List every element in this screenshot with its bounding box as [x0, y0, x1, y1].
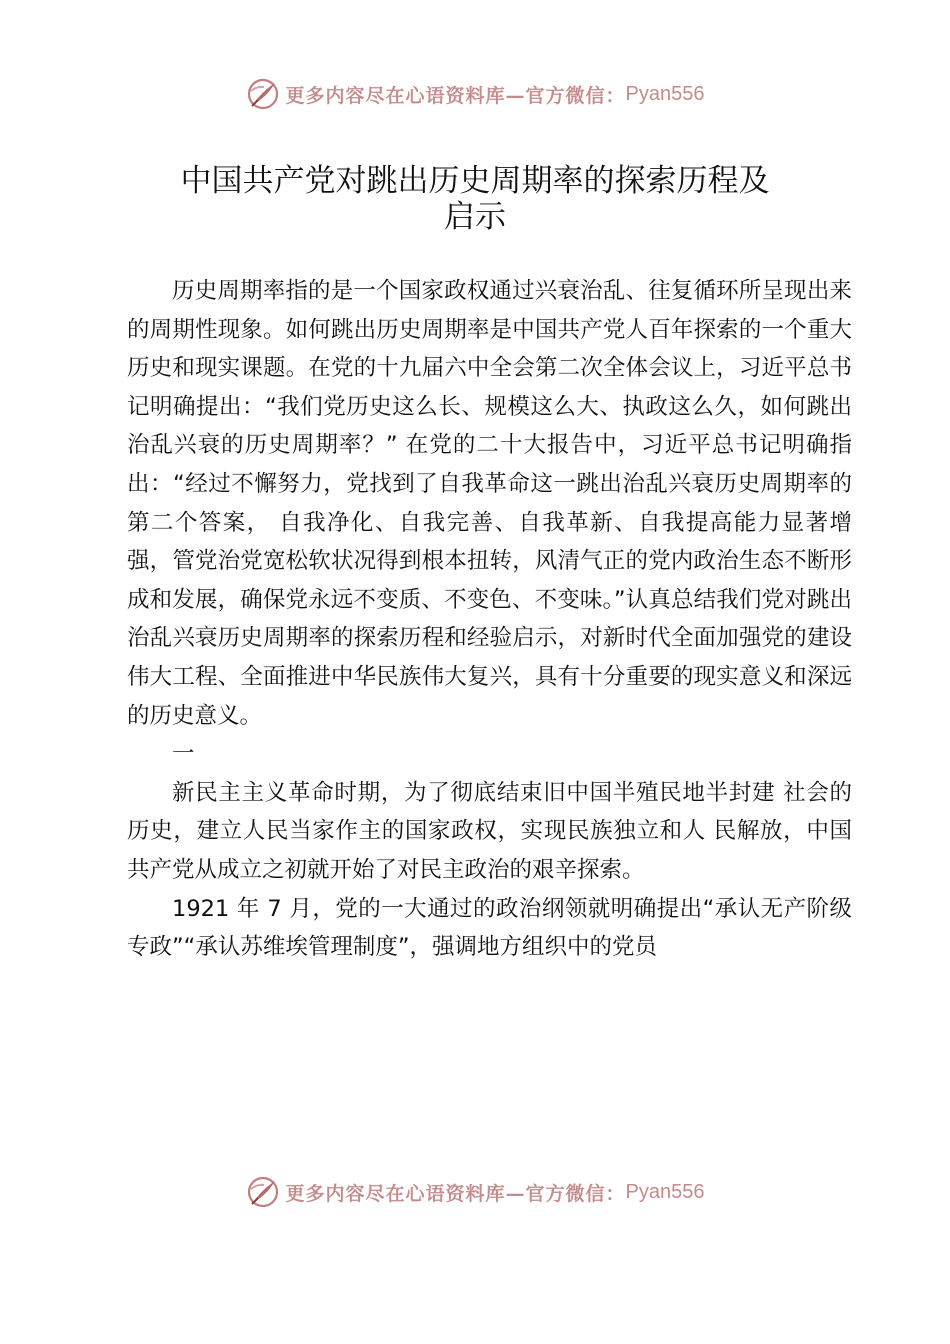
paragraph-intro: 历史周期率指的是一个国家政权通过兴衰治乱、往复循环所呈现出来的周期性现象。如何跳出历史周期率是中国共产党人百年探索的一个重大历史和现实课题。在党的十九届六中全会第二次全体会议上，习近平总书记明确提出：“我们党历史这么长、规模这么大、执政这么久，如何跳出治乱兴衰的历史周期率？” 在党的二十大报告中，习近平总书记明确指出：“经过不懈努力，党找到了自我革命这一跳出治乱兴衰历史周期率的第二个答案， 自我净化、自我完善、自我革新、自我提高能力显著增强，管党治党宽松软状况得到根本扭转，风清气正的党内政治生态不断形成和发展，确保党永远不变质、不变色、不变味。”认真总结我们党对跳出治乱兴衰历史周期率的探索历程和经验启示，对新时代全面加强党的建设伟大工程、全面推进中华民族伟大复兴，具有十分重要的现实意义和深远的历史意义。 [127, 278, 852, 729]
paragraph-new-democratic: 新民主主义革命时期，为了彻底结束旧中国半殖民地半封建 社会的历史，建立人民当家作主的国家政权，实现民族独立和人 民解放，中国共产党从成立之初就开始了对民主政治的艰辛探索。 [127, 779, 852, 883]
footer-banner-text: 更多内容尽在心语资料库—官方微信： [285, 1182, 626, 1205]
footer-banner [0, 1172, 950, 1212]
quill-pen-logo-icon [246, 1175, 280, 1209]
document-title [100, 163, 850, 235]
quill-pen-logo-icon [246, 77, 280, 111]
title-line-1: 中国共产党对跳出历史周期率的探索历程及 [180, 163, 770, 199]
footer-banner-wechat-id: Pyan556 [625, 1180, 705, 1203]
paragraph-1921: 1921 年 7 月，党的一大通过的政治纲领就明确提出“承认无产阶级专政”“承认苏维埃管理制度”，强调地方组织中的党员 [127, 895, 852, 961]
title-line-2: 启示 [444, 199, 506, 235]
document-body [127, 272, 852, 967]
header-banner-text: 更多内容尽在心语资料库—官方微信： [285, 84, 626, 107]
header-banner [0, 74, 950, 114]
header-banner-wechat-id: Pyan556 [625, 82, 705, 105]
section-number: 一 [172, 741, 195, 768]
